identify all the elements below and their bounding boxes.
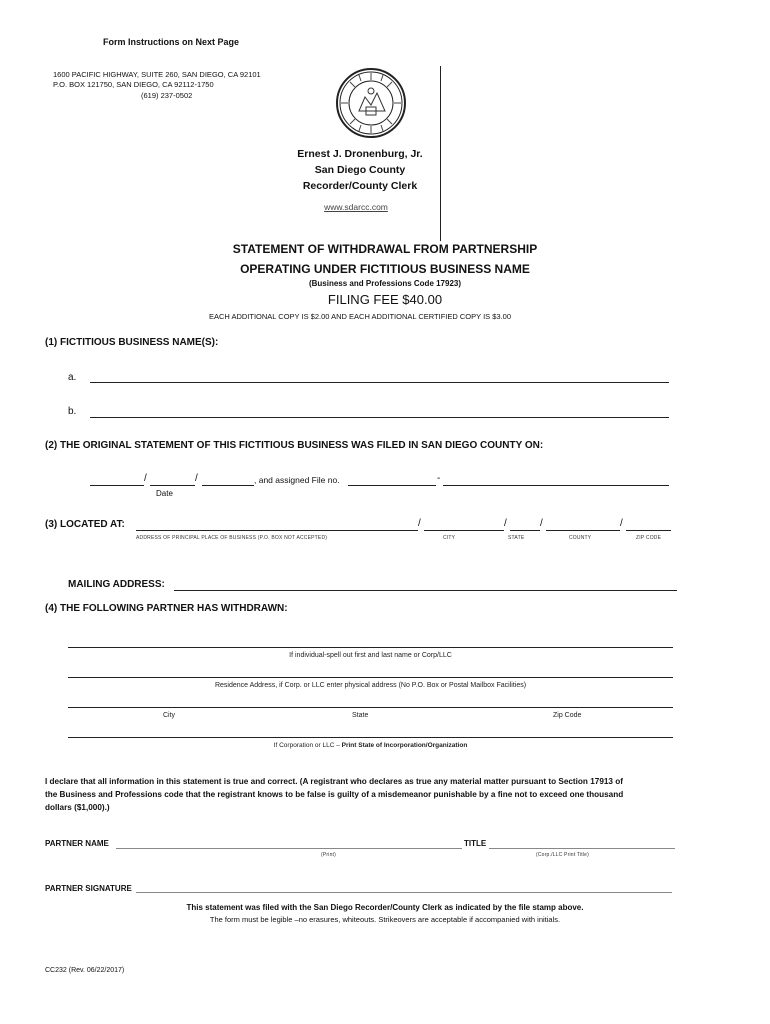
county-seal-logo [335, 67, 407, 139]
instructions-note: Form Instructions on Next Page [103, 37, 240, 47]
partner-city-caption: City [163, 712, 176, 719]
file-no-suffix-field[interactable] [443, 485, 669, 486]
residence-address-field[interactable] [68, 677, 673, 678]
residence-address-caption: Residence Address, if Corp. or LLC enter physical address (No P.O. Box or Postal Mailbox Facilities) [214, 682, 527, 689]
county-name: San Diego County [314, 164, 406, 176]
section-3-label: (3) LOCATED AT: [45, 519, 125, 530]
date-slash-1: / [144, 473, 147, 484]
incorporation-caption-prefix: If Corporation or LLC – [273, 742, 342, 749]
header-divider [440, 66, 441, 241]
located-slash-1: / [418, 518, 421, 529]
address-line-2: P.O. BOX 121750, SAN DIEGO, CA 92112-1750 [53, 80, 214, 89]
section-4-label: (4) THE FOLLOWING PARTNER HAS WITHDRAWN: [45, 603, 288, 614]
partner-name-field[interactable] [68, 647, 673, 648]
address-caption: ADDRESS OF PRINCIPAL PLACE OF BUSINESS (P.O. BOX NOT ACCEPTED) [136, 535, 328, 541]
form-title-line-2: OPERATING UNDER FICTITIOUS BUSINESS NAME [240, 262, 530, 276]
legible-note: The form must be legible –no erasures, whiteouts. Strikeovers are acceptable if accompanied with initials. [209, 915, 561, 924]
office-title: Recorder/County Clerk [302, 180, 418, 192]
signer-name-field[interactable] [116, 848, 462, 849]
date-caption: Date [156, 489, 173, 498]
business-name-b-field[interactable] [90, 417, 669, 418]
file-no-label: , and assigned File no. [254, 475, 340, 485]
section-2-label: (2) THE ORIGINAL STATEMENT OF THIS FICTITIOUS BUSINESS WAS FILED IN SAN DIEGO COUNTY ON: [45, 440, 544, 451]
filing-fee: FILING FEE $40.00 [327, 292, 443, 307]
declaration-line-3: dollars ($1,000).) [45, 803, 110, 812]
item-b-label: b. [68, 406, 77, 417]
signature-field[interactable] [136, 892, 672, 893]
county-field[interactable] [546, 530, 620, 531]
title-label: TITLE [464, 839, 487, 848]
declaration-line-2: the Business and Professions code that the registrant knows to be false is guilty of a misdemeanor punishable by a fine not to exceed one thousand [45, 790, 624, 799]
signature-label: PARTNER SIGNATURE [45, 884, 132, 893]
incorporation-state-field[interactable] [68, 737, 673, 738]
located-slash-4: / [620, 518, 623, 529]
partner-city-state-zip-field[interactable] [68, 707, 673, 708]
filed-day-field[interactable] [150, 485, 195, 486]
code-reference: (Business and Professions Code 17923) [308, 279, 462, 288]
mailing-address-field[interactable] [174, 590, 677, 591]
form-code: CC232 (Rev. 06/22/2017) [45, 967, 125, 974]
located-slash-2: / [504, 518, 507, 529]
incorporation-caption [68, 742, 673, 749]
partner-name-caption: If individual-spell out first and last name or Corp/LLC [289, 652, 452, 659]
section-1-label: (1) FICTITIOUS BUSINESS NAME(S): [45, 337, 219, 348]
signer-title-field[interactable] [489, 848, 675, 849]
official-name: Ernest J. Dronenburg, Jr. [297, 148, 423, 160]
title-caption: (Corp./LLC Print Title) [536, 852, 589, 858]
file-no-dash: - [437, 473, 441, 484]
principal-address-field[interactable] [136, 530, 418, 531]
county-caption: COUNTY [569, 535, 592, 541]
file-no-prefix-field[interactable] [348, 485, 436, 486]
incorporation-caption-bold: Print State of Incorporation/Organization [341, 742, 468, 749]
copy-fees: EACH ADDITIONAL COPY IS $2.00 AND EACH ADDITIONAL CERTIFIED COPY IS $3.00 [208, 312, 512, 321]
phone-number: (619) 237-0502 [141, 91, 193, 100]
item-a-label: a. [68, 372, 77, 383]
declaration-line-1: I declare that all information in this statement is true and correct. (A registrant who declares as true any material matter pursuant to Section 17913 of [45, 777, 623, 786]
filed-note: This statement was filed with the San Diego Recorder/County Clerk as indicated by the file stamp above. [186, 903, 584, 912]
business-name-a-field[interactable] [90, 382, 669, 383]
partner-name-label: PARTNER NAME [45, 839, 109, 848]
state-field[interactable] [510, 530, 540, 531]
city-field[interactable] [424, 530, 504, 531]
print-caption: (Print) [321, 852, 337, 858]
address-line-1: 1600 PACIFIC HIGHWAY, SUITE 260, SAN DIEGO, CA 92101 [53, 70, 261, 79]
form-title-line-1: STATEMENT OF WITHDRAWAL FROM PARTNERSHIP [232, 242, 538, 256]
website-link[interactable]: www.sdarcc.com [324, 202, 388, 212]
date-slash-2: / [195, 473, 198, 484]
filed-year-field[interactable] [202, 485, 254, 486]
zip-field[interactable] [626, 530, 671, 531]
filed-month-field[interactable] [90, 485, 144, 486]
mailing-address-label: MAILING ADDRESS: [68, 579, 165, 590]
zip-caption: ZIP CODE [636, 535, 662, 541]
state-caption: STATE [508, 535, 525, 541]
partner-state-caption: State [352, 712, 369, 719]
partner-zip-caption: Zip Code [553, 712, 582, 719]
city-caption: CITY [443, 535, 456, 541]
located-slash-3: / [540, 518, 543, 529]
